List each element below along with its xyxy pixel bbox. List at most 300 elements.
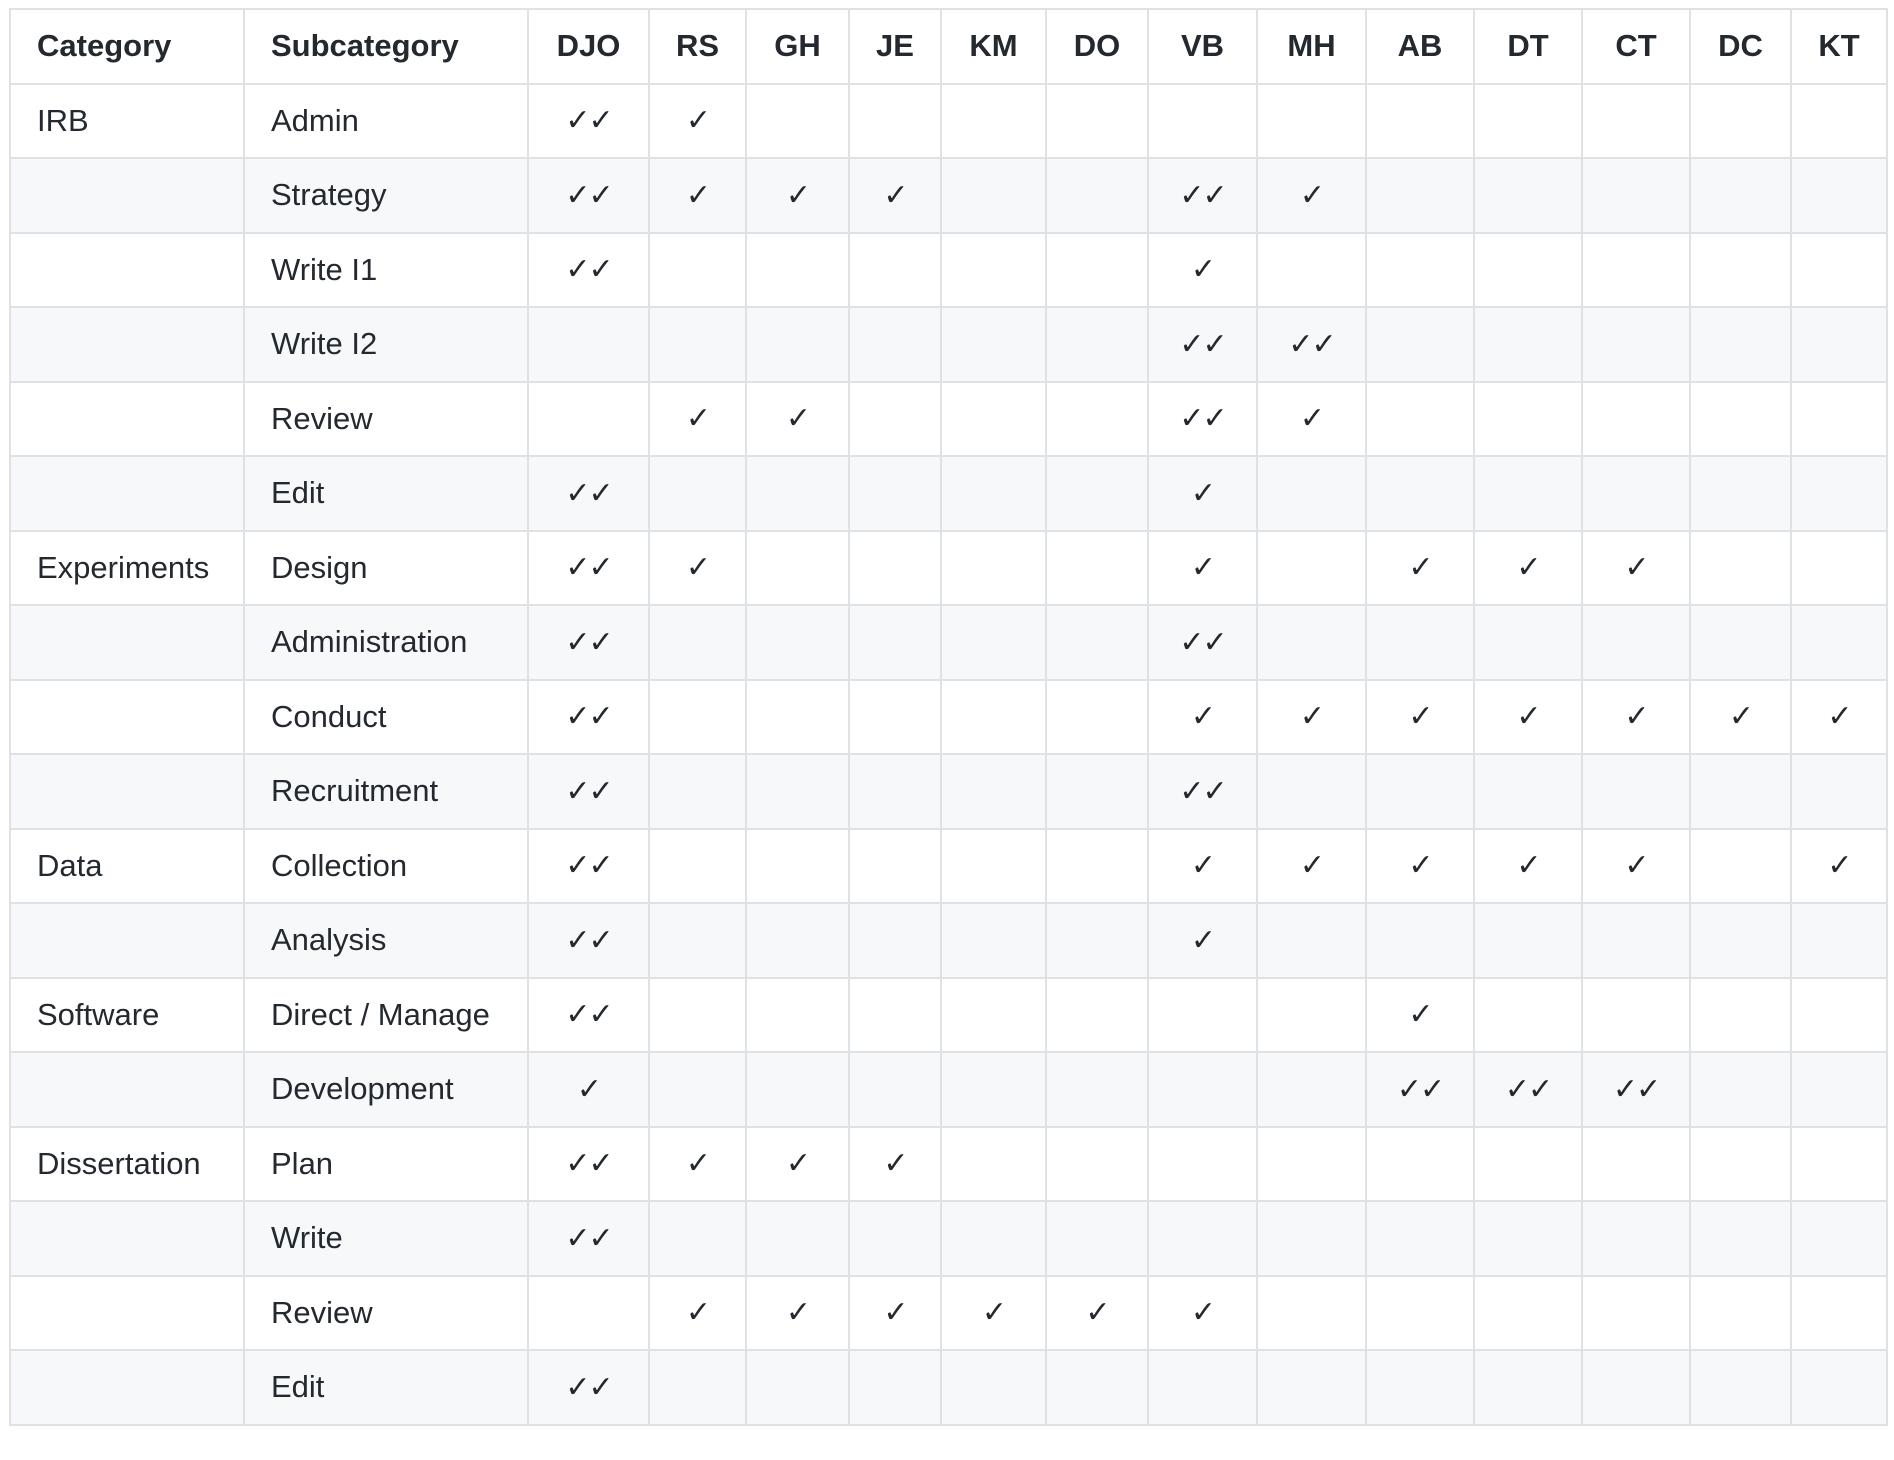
check-mark-cell: ✓	[1257, 382, 1366, 457]
check-mark-cell	[528, 382, 649, 457]
check-mark-cell	[1582, 1276, 1690, 1351]
check-mark-cell: ✓	[746, 1127, 849, 1202]
check-mark-cell	[528, 307, 649, 382]
column-header: AB	[1366, 9, 1474, 84]
check-mark-cell	[1257, 605, 1366, 680]
check-mark-cell	[849, 307, 941, 382]
table-row	[10, 307, 1887, 382]
check-mark-cell: ✓	[1257, 829, 1366, 904]
category-cell	[10, 233, 244, 308]
check-mark-cell	[941, 829, 1046, 904]
table-row	[10, 382, 1887, 457]
category-cell	[10, 680, 244, 755]
check-mark-cell	[1046, 829, 1148, 904]
check-mark-cell: ✓	[649, 382, 746, 457]
subcategory-cell: Direct / Manage	[244, 978, 528, 1053]
column-header: Subcategory	[244, 9, 528, 84]
check-mark-cell	[649, 233, 746, 308]
check-mark-cell	[1366, 754, 1474, 829]
check-mark-cell: ✓	[649, 531, 746, 606]
table-row	[10, 978, 1887, 1053]
check-mark-cell	[1148, 978, 1257, 1053]
check-mark-cell	[1582, 1201, 1690, 1276]
check-mark-cell	[1690, 1201, 1791, 1276]
subcategory-cell: Recruitment	[244, 754, 528, 829]
table-row	[10, 531, 1887, 606]
check-mark-cell	[1690, 1350, 1791, 1425]
subcategory-cell: Development	[244, 1052, 528, 1127]
check-mark-cell: ✓	[849, 158, 941, 233]
check-mark-cell	[1474, 84, 1582, 159]
check-mark-cell	[849, 605, 941, 680]
check-mark-cell: ✓	[1148, 903, 1257, 978]
check-mark-cell: ✓✓	[1257, 307, 1366, 382]
column-header: DJO	[528, 9, 649, 84]
check-mark-cell: ✓✓	[1582, 1052, 1690, 1127]
subcategory-cell: Conduct	[244, 680, 528, 755]
check-mark-cell: ✓✓	[1474, 1052, 1582, 1127]
category-cell	[10, 1201, 244, 1276]
check-mark-cell	[1690, 1276, 1791, 1351]
check-mark-cell	[1474, 1276, 1582, 1351]
check-mark-cell	[649, 1350, 746, 1425]
check-mark-cell	[1690, 233, 1791, 308]
subcategory-cell: Collection	[244, 829, 528, 904]
check-mark-cell	[941, 1350, 1046, 1425]
check-mark-cell: ✓✓	[528, 903, 649, 978]
check-mark-cell: ✓	[1474, 829, 1582, 904]
check-mark-cell: ✓	[1582, 829, 1690, 904]
table-row	[10, 1127, 1887, 1202]
check-mark-cell	[746, 1201, 849, 1276]
check-mark-cell: ✓	[746, 158, 849, 233]
check-mark-cell	[1148, 84, 1257, 159]
subcategory-cell: Analysis	[244, 903, 528, 978]
check-mark-cell	[1690, 456, 1791, 531]
check-mark-cell	[746, 307, 849, 382]
check-mark-cell: ✓	[1148, 233, 1257, 308]
check-mark-cell	[1046, 382, 1148, 457]
check-mark-cell: ✓✓	[528, 978, 649, 1053]
check-mark-cell	[1366, 1350, 1474, 1425]
check-mark-cell	[1148, 1350, 1257, 1425]
check-mark-cell	[649, 1201, 746, 1276]
category-cell: Experiments	[10, 531, 244, 606]
check-mark-cell	[1474, 978, 1582, 1053]
table-row	[10, 829, 1887, 904]
check-mark-cell	[1582, 978, 1690, 1053]
check-mark-cell	[1690, 829, 1791, 904]
column-header: Category	[10, 9, 244, 84]
check-mark-cell: ✓	[1257, 158, 1366, 233]
check-mark-cell	[1582, 307, 1690, 382]
check-mark-cell: ✓	[746, 1276, 849, 1351]
check-mark-cell	[1582, 903, 1690, 978]
check-mark-cell: ✓✓	[1148, 307, 1257, 382]
check-mark-cell	[849, 531, 941, 606]
check-mark-cell	[1690, 307, 1791, 382]
check-mark-cell	[746, 531, 849, 606]
check-mark-cell	[1046, 754, 1148, 829]
check-mark-cell	[1046, 605, 1148, 680]
check-mark-cell	[649, 307, 746, 382]
check-mark-cell	[1366, 1127, 1474, 1202]
table-row	[10, 456, 1887, 531]
check-mark-cell	[1257, 1201, 1366, 1276]
check-mark-cell	[1791, 1201, 1887, 1276]
category-cell: Data	[10, 829, 244, 904]
check-mark-cell	[1582, 754, 1690, 829]
check-mark-cell	[1366, 382, 1474, 457]
check-mark-cell: ✓	[1366, 978, 1474, 1053]
table-row	[10, 1052, 1887, 1127]
check-mark-cell	[941, 1052, 1046, 1127]
check-mark-cell	[1582, 158, 1690, 233]
category-cell	[10, 456, 244, 531]
check-mark-cell	[1690, 1052, 1791, 1127]
check-mark-cell	[649, 680, 746, 755]
check-mark-cell: ✓	[1690, 680, 1791, 755]
check-mark-cell: ✓	[1257, 680, 1366, 755]
table-row	[10, 903, 1887, 978]
subcategory-cell: Write I2	[244, 307, 528, 382]
check-mark-cell	[941, 382, 1046, 457]
category-cell: Dissertation	[10, 1127, 244, 1202]
check-mark-cell	[1791, 307, 1887, 382]
table-row	[10, 1276, 1887, 1351]
check-mark-cell	[1690, 158, 1791, 233]
check-mark-cell	[1582, 456, 1690, 531]
check-mark-cell	[746, 1350, 849, 1425]
check-mark-cell	[941, 307, 1046, 382]
check-mark-cell	[849, 680, 941, 755]
subcategory-cell: Review	[244, 382, 528, 457]
check-mark-cell	[1690, 978, 1791, 1053]
subcategory-cell: Edit	[244, 456, 528, 531]
table-row	[10, 754, 1887, 829]
check-mark-cell	[1791, 233, 1887, 308]
check-mark-cell: ✓	[649, 1276, 746, 1351]
check-mark-cell	[1148, 1127, 1257, 1202]
check-mark-cell	[1474, 382, 1582, 457]
check-mark-cell: ✓✓	[1148, 382, 1257, 457]
column-header: KM	[941, 9, 1046, 84]
check-mark-cell	[1046, 233, 1148, 308]
check-mark-cell	[1257, 903, 1366, 978]
column-header: KT	[1791, 9, 1887, 84]
check-mark-cell: ✓	[649, 158, 746, 233]
check-mark-cell: ✓✓	[528, 829, 649, 904]
check-mark-cell: ✓	[1148, 829, 1257, 904]
check-mark-cell	[849, 84, 941, 159]
check-mark-cell	[1046, 1201, 1148, 1276]
check-mark-cell: ✓✓	[1148, 754, 1257, 829]
check-mark-cell: ✓	[746, 382, 849, 457]
category-cell	[10, 605, 244, 680]
check-mark-cell	[849, 903, 941, 978]
check-mark-cell	[1791, 531, 1887, 606]
check-mark-cell	[746, 680, 849, 755]
check-mark-cell	[1791, 605, 1887, 680]
header-row	[10, 9, 1887, 84]
check-mark-cell	[1474, 1350, 1582, 1425]
check-mark-cell: ✓✓	[1366, 1052, 1474, 1127]
check-mark-cell: ✓	[1791, 829, 1887, 904]
table-header	[10, 9, 1887, 84]
check-mark-cell	[941, 158, 1046, 233]
check-mark-cell	[849, 1201, 941, 1276]
check-mark-cell	[1582, 233, 1690, 308]
category-cell	[10, 1276, 244, 1351]
check-mark-cell: ✓	[1366, 829, 1474, 904]
check-mark-cell	[649, 978, 746, 1053]
table-row	[10, 605, 1887, 680]
subcategory-cell: Write I1	[244, 233, 528, 308]
check-mark-cell	[1046, 978, 1148, 1053]
table-row	[10, 84, 1887, 159]
check-mark-cell	[1257, 978, 1366, 1053]
check-mark-cell	[1257, 456, 1366, 531]
category-cell	[10, 1350, 244, 1425]
check-mark-cell	[746, 1052, 849, 1127]
check-mark-cell: ✓	[1046, 1276, 1148, 1351]
check-mark-cell	[1791, 382, 1887, 457]
check-mark-cell	[649, 605, 746, 680]
table-row	[10, 1350, 1887, 1425]
check-mark-cell	[941, 605, 1046, 680]
check-mark-cell	[1366, 605, 1474, 680]
check-mark-cell	[746, 605, 849, 680]
check-mark-cell	[649, 903, 746, 978]
check-mark-cell	[849, 382, 941, 457]
check-mark-cell: ✓	[849, 1276, 941, 1351]
check-mark-cell: ✓	[1791, 680, 1887, 755]
check-mark-cell: ✓	[1148, 680, 1257, 755]
check-mark-cell: ✓✓	[528, 531, 649, 606]
check-mark-cell	[1046, 531, 1148, 606]
column-header: JE	[849, 9, 941, 84]
check-mark-cell	[1474, 307, 1582, 382]
check-mark-cell	[1791, 1350, 1887, 1425]
check-mark-cell	[1257, 754, 1366, 829]
check-mark-cell	[1046, 84, 1148, 159]
check-mark-cell: ✓✓	[1148, 605, 1257, 680]
check-mark-cell	[1690, 903, 1791, 978]
check-mark-cell	[746, 829, 849, 904]
category-cell	[10, 158, 244, 233]
check-mark-cell: ✓✓	[528, 1127, 649, 1202]
check-mark-cell	[1046, 903, 1148, 978]
subcategory-cell: Write	[244, 1201, 528, 1276]
subcategory-cell: Admin	[244, 84, 528, 159]
check-mark-cell	[941, 531, 1046, 606]
check-mark-cell	[649, 1052, 746, 1127]
column-header: CT	[1582, 9, 1690, 84]
subcategory-cell: Review	[244, 1276, 528, 1351]
check-mark-cell: ✓✓	[528, 233, 649, 308]
check-mark-cell: ✓✓	[528, 754, 649, 829]
check-mark-cell	[1257, 1276, 1366, 1351]
check-mark-cell	[1690, 84, 1791, 159]
check-mark-cell	[849, 978, 941, 1053]
check-mark-cell	[1046, 680, 1148, 755]
check-mark-cell	[1046, 158, 1148, 233]
check-mark-cell: ✓✓	[528, 158, 649, 233]
column-header: DC	[1690, 9, 1791, 84]
subcategory-cell: Strategy	[244, 158, 528, 233]
table-row	[10, 680, 1887, 755]
check-mark-cell	[1257, 233, 1366, 308]
check-mark-cell	[941, 978, 1046, 1053]
check-mark-cell	[1366, 307, 1474, 382]
column-header: DO	[1046, 9, 1148, 84]
check-mark-cell: ✓	[1474, 680, 1582, 755]
category-cell: Software	[10, 978, 244, 1053]
check-mark-cell	[941, 84, 1046, 159]
check-mark-cell	[941, 1201, 1046, 1276]
check-mark-cell	[1366, 84, 1474, 159]
check-mark-cell	[1474, 1201, 1582, 1276]
check-mark-cell	[1690, 1127, 1791, 1202]
subcategory-cell: Plan	[244, 1127, 528, 1202]
check-mark-cell	[1791, 456, 1887, 531]
check-mark-cell	[941, 456, 1046, 531]
check-mark-cell	[941, 754, 1046, 829]
column-header: DT	[1474, 9, 1582, 84]
check-mark-cell	[1690, 531, 1791, 606]
check-mark-cell: ✓✓	[528, 1201, 649, 1276]
check-mark-cell	[1690, 382, 1791, 457]
check-mark-cell	[1257, 531, 1366, 606]
check-mark-cell	[1366, 903, 1474, 978]
check-mark-cell	[1791, 84, 1887, 159]
category-cell	[10, 1052, 244, 1127]
check-mark-cell	[1474, 233, 1582, 308]
check-mark-cell	[1791, 1052, 1887, 1127]
check-mark-cell	[1474, 456, 1582, 531]
subcategory-cell: Edit	[244, 1350, 528, 1425]
check-mark-cell: ✓✓	[1148, 158, 1257, 233]
column-header: VB	[1148, 9, 1257, 84]
check-mark-cell	[849, 1350, 941, 1425]
check-mark-cell	[849, 1052, 941, 1127]
check-mark-cell	[849, 754, 941, 829]
check-mark-cell	[1791, 754, 1887, 829]
check-mark-cell	[1366, 233, 1474, 308]
check-mark-cell	[1582, 1350, 1690, 1425]
category-cell	[10, 382, 244, 457]
check-mark-cell	[746, 233, 849, 308]
check-mark-cell	[746, 84, 849, 159]
check-mark-cell	[1257, 1350, 1366, 1425]
check-mark-cell	[1582, 382, 1690, 457]
check-mark-cell	[1791, 903, 1887, 978]
contribution-table	[9, 8, 1888, 1426]
check-mark-cell: ✓✓	[528, 456, 649, 531]
check-mark-cell: ✓	[1366, 680, 1474, 755]
check-mark-cell	[1148, 1052, 1257, 1127]
category-cell	[10, 307, 244, 382]
check-mark-cell	[941, 903, 1046, 978]
check-mark-cell	[1791, 1127, 1887, 1202]
column-header: RS	[649, 9, 746, 84]
check-mark-cell	[1366, 1276, 1474, 1351]
check-mark-cell	[1582, 1127, 1690, 1202]
check-mark-cell: ✓	[1582, 680, 1690, 755]
check-mark-cell: ✓	[528, 1052, 649, 1127]
check-mark-cell	[1474, 605, 1582, 680]
check-mark-cell: ✓✓	[528, 1350, 649, 1425]
check-mark-cell	[1791, 158, 1887, 233]
check-mark-cell	[1582, 84, 1690, 159]
column-header: GH	[746, 9, 849, 84]
check-mark-cell	[746, 978, 849, 1053]
check-mark-cell	[649, 456, 746, 531]
table-body	[10, 84, 1887, 1425]
check-mark-cell	[1366, 1201, 1474, 1276]
check-mark-cell	[849, 829, 941, 904]
category-cell	[10, 903, 244, 978]
check-mark-cell: ✓	[941, 1276, 1046, 1351]
column-header: MH	[1257, 9, 1366, 84]
check-mark-cell	[1474, 903, 1582, 978]
subcategory-cell: Design	[244, 531, 528, 606]
category-cell: IRB	[10, 84, 244, 159]
check-mark-cell	[1366, 456, 1474, 531]
check-mark-cell	[941, 1127, 1046, 1202]
check-mark-cell	[1474, 158, 1582, 233]
check-mark-cell	[1257, 1052, 1366, 1127]
check-mark-cell	[1257, 84, 1366, 159]
check-mark-cell: ✓	[1148, 456, 1257, 531]
check-mark-cell	[1474, 1127, 1582, 1202]
table-row	[10, 158, 1887, 233]
check-mark-cell	[1791, 1276, 1887, 1351]
check-mark-cell: ✓✓	[528, 680, 649, 755]
check-mark-cell	[1791, 978, 1887, 1053]
check-mark-cell	[528, 1276, 649, 1351]
check-mark-cell	[1046, 307, 1148, 382]
check-mark-cell	[941, 233, 1046, 308]
check-mark-cell	[1046, 456, 1148, 531]
subcategory-cell: Administration	[244, 605, 528, 680]
check-mark-cell	[1690, 605, 1791, 680]
category-cell	[10, 754, 244, 829]
check-mark-cell	[649, 829, 746, 904]
check-mark-cell	[649, 754, 746, 829]
check-mark-cell	[1046, 1052, 1148, 1127]
check-mark-cell: ✓	[1474, 531, 1582, 606]
check-mark-cell: ✓	[1366, 531, 1474, 606]
check-mark-cell	[1582, 605, 1690, 680]
check-mark-cell: ✓✓	[528, 84, 649, 159]
check-mark-cell	[746, 903, 849, 978]
check-mark-cell: ✓	[1148, 531, 1257, 606]
check-mark-cell	[1148, 1201, 1257, 1276]
check-mark-cell	[746, 754, 849, 829]
check-mark-cell	[1257, 1127, 1366, 1202]
check-mark-cell	[746, 456, 849, 531]
check-mark-cell	[941, 680, 1046, 755]
check-mark-cell	[1046, 1350, 1148, 1425]
check-mark-cell: ✓	[649, 1127, 746, 1202]
check-mark-cell	[1690, 754, 1791, 829]
check-mark-cell	[1046, 1127, 1148, 1202]
check-mark-cell: ✓✓	[528, 605, 649, 680]
check-mark-cell: ✓	[1582, 531, 1690, 606]
check-mark-cell: ✓	[1148, 1276, 1257, 1351]
check-mark-cell: ✓	[849, 1127, 941, 1202]
